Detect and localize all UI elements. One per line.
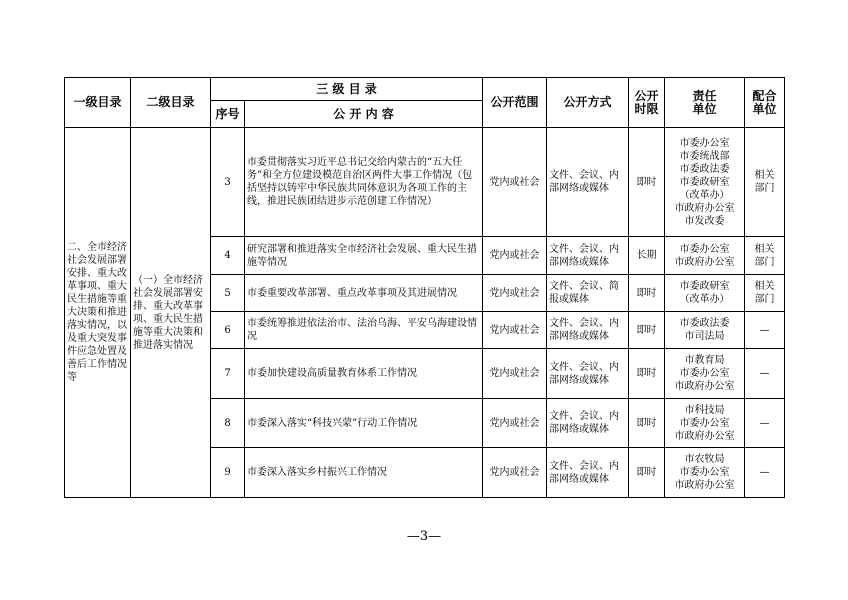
row-method: 文件、会议、内部网络或媒体 xyxy=(547,448,629,498)
header-responsible: 责任 单位 xyxy=(665,78,745,128)
row-cooperating: 相关 部门 xyxy=(745,275,785,312)
row-cooperating: 相关 部门 xyxy=(745,128,785,237)
header-method: 公开方式 xyxy=(547,78,629,128)
row-responsible: 市教育局 市委办公室 市政府办公室 xyxy=(665,349,745,399)
header-content: 公 开 内 容 xyxy=(245,101,483,128)
header-cooperating: 配合 单位 xyxy=(745,78,785,128)
row-method: 文件、会议、内部网络或媒体 xyxy=(547,349,629,399)
row-period: 即时 xyxy=(629,349,665,399)
row-responsible: 市委办公室 市政府办公室 xyxy=(665,237,745,275)
header-level2: 二级目录 xyxy=(131,78,211,128)
header-level3: 三 级 目 录 xyxy=(211,78,483,101)
page-number: —3— xyxy=(406,529,442,544)
level2-category: （一）全市经济社会发展部署安排、重大改革事项、重大民生措施等重大决策和推进落实情况 xyxy=(131,128,211,498)
row-cooperating: — xyxy=(745,399,785,448)
row-responsible: 市委办公室 市委统战部 市委政法委 市委政研室 （改革办） 市政府办公室 市发改委 xyxy=(665,128,745,237)
row-method: 文件、会议、内部网络或媒体 xyxy=(547,237,629,275)
row-seq: 6 xyxy=(211,312,245,349)
level1-category: 二、全市经济社会发展部署安排、重大改革事项、重大民生措施等重大决策和推进落实情况，以及重大突发事件应急处置及善后工作情况等 xyxy=(65,128,131,498)
row-content: 市委深入落实“科技兴蒙”行动工作情况 xyxy=(245,399,483,448)
row-period: 即时 xyxy=(629,448,665,498)
row-period: 即时 xyxy=(629,399,665,448)
row-seq: 7 xyxy=(211,349,245,399)
header-level1: 一级目录 xyxy=(65,78,131,128)
row-seq: 8 xyxy=(211,399,245,448)
header-scope: 公开范围 xyxy=(483,78,547,128)
row-cooperating: — xyxy=(745,349,785,399)
row-responsible: 市委政法委 市司法局 xyxy=(665,312,745,349)
row-content: 市委统筹推进依法治市、法治乌海、平安乌海建设情况 xyxy=(245,312,483,349)
disclosure-directory-table xyxy=(64,77,785,498)
row-period: 即时 xyxy=(629,128,665,237)
row-cooperating: 相关 部门 xyxy=(745,237,785,275)
row-scope: 党内或社会 xyxy=(483,448,547,498)
header-period: 公开 时限 xyxy=(629,78,665,128)
row-scope: 党内或社会 xyxy=(483,312,547,349)
row-seq: 4 xyxy=(211,237,245,275)
row-scope: 党内或社会 xyxy=(483,128,547,237)
row-responsible: 市委政研室 （改革办） xyxy=(665,275,745,312)
row-scope: 党内或社会 xyxy=(483,399,547,448)
row-content: 市委加快建设高质量教育体系工作情况 xyxy=(245,349,483,399)
row-seq: 3 xyxy=(211,128,245,237)
row-cooperating: — xyxy=(745,312,785,349)
row-method: 文件、会议、内部网络或媒体 xyxy=(547,312,629,349)
row-content: 研究部署和推进落实全市经济社会发展、重大民生措施等情况 xyxy=(245,237,483,275)
row-method: 文件、会议、内部网络或媒体 xyxy=(547,399,629,448)
row-responsible: 市科技局 市委办公室 市政府办公室 xyxy=(665,399,745,448)
row-cooperating: — xyxy=(745,448,785,498)
row-scope: 党内或社会 xyxy=(483,349,547,399)
row-content: 市委重要改革部署、重点改革事项及其进展情况 xyxy=(245,275,483,312)
header-seq: 序号 xyxy=(211,101,245,128)
row-period: 即时 xyxy=(629,275,665,312)
row-seq: 5 xyxy=(211,275,245,312)
row-seq: 9 xyxy=(211,448,245,498)
row-content: 市委深入落实乡村振兴工作情况 xyxy=(245,448,483,498)
header-row-1 xyxy=(65,78,785,101)
row-method: 文件、会议、内部网络或媒体 xyxy=(547,128,629,237)
row-period: 即时 xyxy=(629,312,665,349)
row-responsible: 市农牧局 市委办公室 市政府办公室 xyxy=(665,448,745,498)
row-scope: 党内或社会 xyxy=(483,275,547,312)
row-period: 长期 xyxy=(629,237,665,275)
row-scope: 党内或社会 xyxy=(483,237,547,275)
row-method: 文件、会议、简报或媒体 xyxy=(547,275,629,312)
table-row xyxy=(65,128,785,237)
row-content: 市委贯彻落实习近平总书记交给内蒙古的“五大任务”和全方位建设模范自治区两件大事工作情况（包括坚持以铸牢中华民族共同体意识为各项工作的主线，推进民族团结进步示范创建工作情况） xyxy=(245,128,483,237)
